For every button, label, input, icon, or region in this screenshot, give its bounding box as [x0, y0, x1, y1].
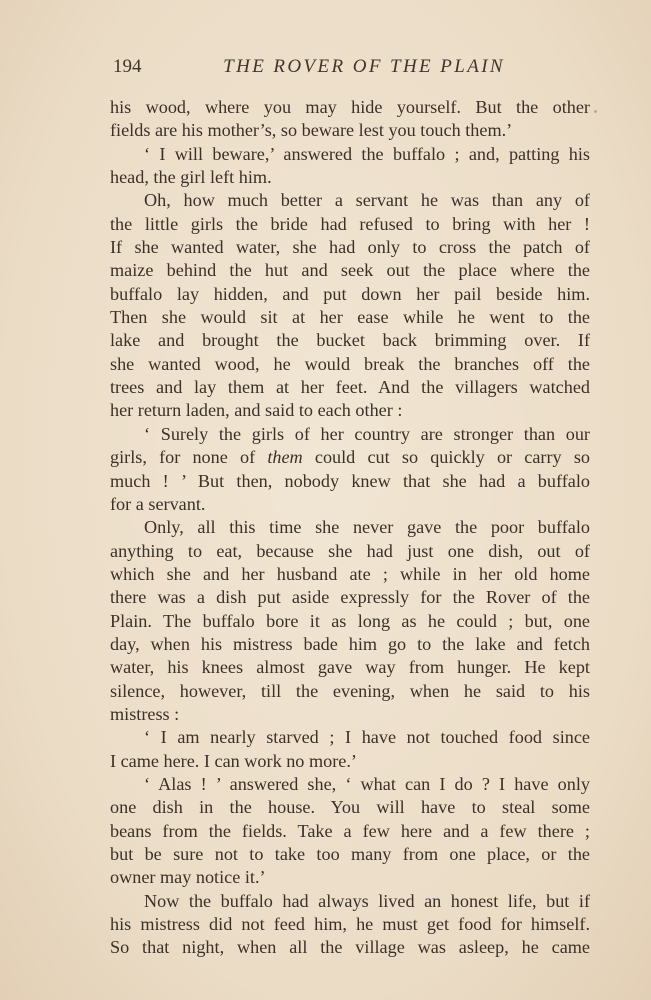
page-number: 194 — [113, 56, 142, 77]
text-line: beans from the fields. Take a few here and a few there ; — [110, 820, 590, 841]
text-line: silence, however, till the evening, when he said to his — [110, 680, 590, 701]
italic-word: them — [267, 447, 303, 468]
text-line: ‘ Surely the girls of her country are stronger than our — [144, 423, 590, 444]
text-line: girls, for none of them could cut so quickly or carry so — [110, 447, 590, 468]
text-line: Then she would sit at her ease while he went to the — [110, 307, 590, 328]
text-line: If she wanted water, she had only to cross the patch of — [110, 237, 590, 258]
text-line: lake and brought the bucket back brimming over. If — [110, 330, 590, 351]
text-line: much ! ’ But then, nobody knew that she had a buffalo — [110, 470, 590, 491]
text-line: her return laden, and said to each other : — [110, 400, 403, 421]
text-line: ‘ Alas ! ’ answered she, ‘ what can I do ? I have only — [144, 773, 590, 794]
text-line: Oh, how much better a servant he was than any of — [144, 190, 590, 211]
text-line: owner may notice it.’ — [110, 867, 266, 888]
text-line: Plain. The buffalo bore it as long as he could ; but, one — [110, 610, 590, 631]
text-line: she wanted wood, he would break the branches off the — [110, 353, 590, 374]
text-line: his mistress did not feed him, he must get food for himself. — [110, 914, 590, 935]
body-text — [110, 96, 590, 960]
paper-speck — [594, 110, 597, 113]
text-line: water, his knees almost gave way from hunger. He kept — [110, 657, 590, 678]
text-line: So that night, when all the village was asleep, he came — [110, 937, 590, 958]
text-line: maize behind the hut and seek out the place where the — [110, 260, 590, 281]
text-line: but be sure not to take too many from one place, or the — [110, 844, 590, 864]
text-line: trees and lay them at her feet. And the villagers watched — [110, 377, 590, 398]
text-line: mistress : — [110, 703, 180, 724]
text-line: his wood, where you may hide yourself. But the other — [110, 97, 590, 117]
text-line: there was a dish put aside expressly for the Rover of the — [110, 587, 590, 608]
text-line: for a servant. — [110, 493, 206, 514]
running-title: THE ROVER OF THE PLAIN — [223, 56, 505, 77]
text-line: buffalo lay hidden, and put down her pail beside him. — [110, 283, 590, 304]
text-line: head, the girl left him. — [110, 167, 272, 188]
page-header — [113, 56, 505, 86]
text-line: ‘ I am nearly starved ; I have not touched food since — [144, 727, 590, 748]
text-line: fields are his mother’s, so beware lest you touch them.’ — [110, 120, 513, 141]
text-line: Only, all this time she never gave the poor buffalo — [144, 517, 590, 538]
text-line: which she and her husband ate ; while in her old home — [110, 563, 590, 584]
text-line: ‘ I will beware,’ answered the buffalo ; and, patting his — [144, 143, 590, 164]
text-line: anything to eat, because she had just one dish, out of — [110, 540, 590, 561]
text-line: day, when his mistress bade him go to the lake and fetch — [110, 633, 590, 654]
text-line: the little girls the bride had refused to bring with her ! — [110, 213, 590, 234]
text-line: one dish in the house. You will have to steal some — [110, 797, 590, 818]
text-line: Now the buffalo had always lived an honest life, but if — [144, 890, 590, 911]
text-line: I came here. I can work no more.’ — [110, 750, 357, 771]
